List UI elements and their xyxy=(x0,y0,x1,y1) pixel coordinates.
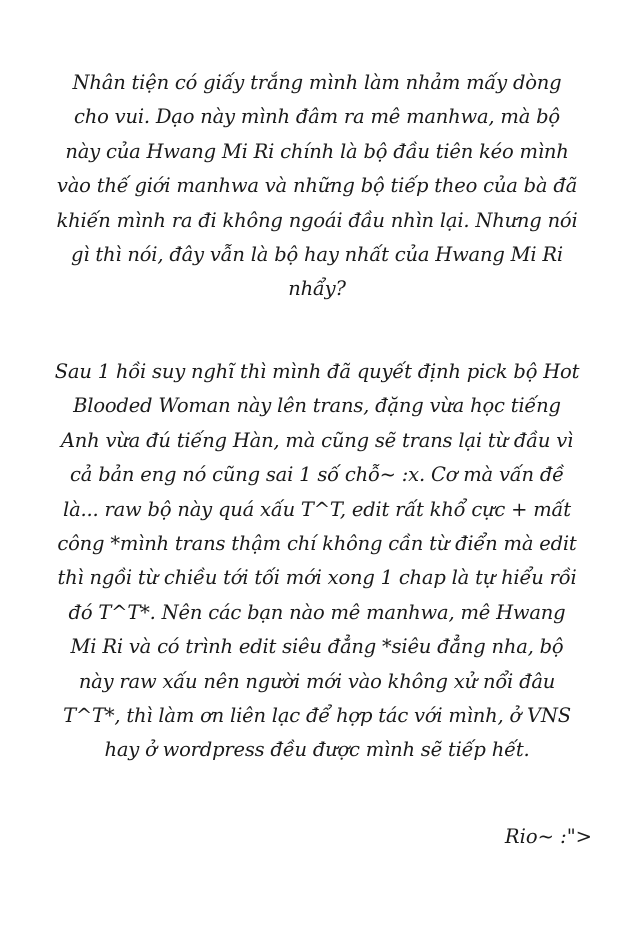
text-line: T^T*, thì làm ơn liên lạc để hợp tác với mình, ở VNS xyxy=(63,704,571,728)
text-line: vào thế giới manhwa và những bộ tiếp theo của bà đã xyxy=(56,174,578,198)
text-line: Mi Ri và có trình edit siêu đẳng *siêu đẳng nha, bộ xyxy=(70,635,564,659)
text-line: thì ngồi từ chiều tới tối mới xong 1 chap là tự hiểu rồi xyxy=(57,566,577,590)
text-line: Sau 1 hồi suy nghĩ thì mình đã quyết định pick bộ Hot xyxy=(54,360,580,383)
text-line: công *mình trans thậm chí không cần từ điển mà edit xyxy=(57,532,577,556)
text-line: này của Hwang Mi Ri chính là bộ đầu tiên kéo mình xyxy=(65,139,569,163)
project-paragraph xyxy=(36,355,598,768)
text-line: Blooded Woman này lên trans, đặng vừa học tiếng xyxy=(73,394,561,418)
text-line: này raw xấu nên người mới vào không xử nổi đâu xyxy=(78,669,556,693)
text-line: đó T^T*. Nên các bạn nào mê manhwa, mê Hwang xyxy=(68,600,566,624)
text-line: nhẩy? xyxy=(288,277,346,301)
text-line: cho vui. Dạo này mình đâm ra mê manhwa, mà bộ xyxy=(74,105,560,129)
text-line: gì thì nói, đây vẫn là bộ hay nhất của Hwang Mi Ri xyxy=(71,243,563,267)
text-line: hay ở wordpress đều được mình sẽ tiếp hết. xyxy=(104,738,530,762)
text-line: Nhân tiện có giấy trắng mình làm nhảm mấy dòng xyxy=(72,71,562,94)
text-line: khiến mình ra đi không ngoái đầu nhìn lại. Nhưng nói xyxy=(56,208,578,232)
intro-paragraph xyxy=(36,66,598,307)
text-line: là... raw bộ này quá xấu T^T, edit rất khổ cực + mất xyxy=(63,497,571,521)
text-line: cả bản eng nó cũng sai 1 số chỗ~ :x. Cơ mà vấn đề xyxy=(70,463,564,487)
signature: Rio~ :"> xyxy=(504,825,592,848)
text-line: Anh vừa đú tiếng Hàn, mà cũng sẽ trans lại từ đầu vì xyxy=(60,428,574,452)
